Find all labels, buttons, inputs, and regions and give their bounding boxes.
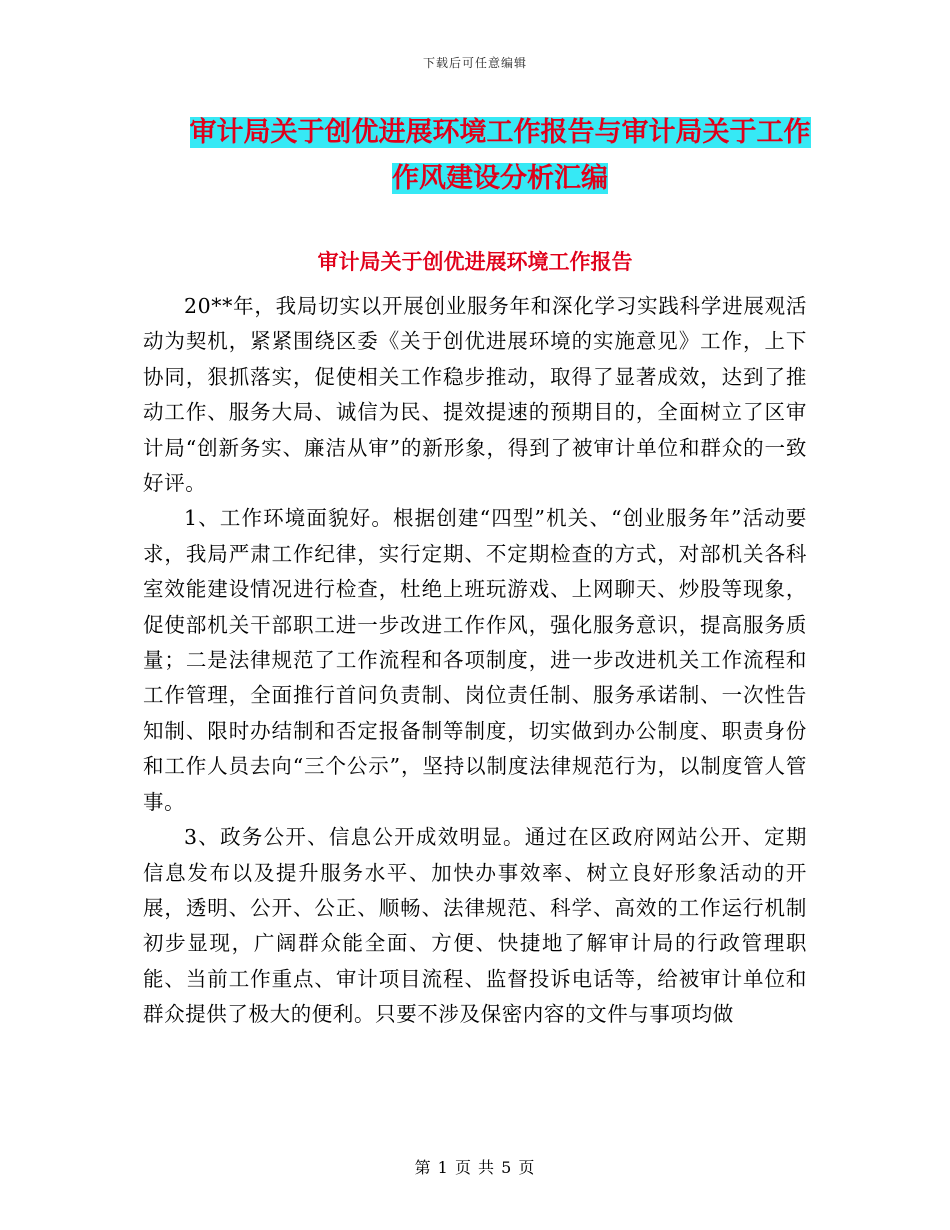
document-title (150, 110, 850, 202)
document-title-line-2: 作风建设分析汇编 (392, 163, 608, 194)
section-title: 审计局关于创优进展环境工作报告 (317, 250, 633, 274)
document-title-line-1: 审计局关于创优进展环境工作报告与审计局关于工作 (189, 117, 811, 148)
header-note: 下载后可任意编辑 (422, 56, 527, 70)
paragraph-intro: 20**年，我局切实以开展创业服务年和深化学习实践科学进展观活动为契机，紧紧围绕区委《关于创优进展环境的实施意见》工作，上下协同，狠抓落实，促使相关工作稳步推动，取得了显著成效，达到了推动工作、服务大局、诚信为民、提效提速的预期目的，全面树立了区审计局“创新务实、廉洁从审”的新形象，得到了被审计单位和群众的一致好评。 (143, 294, 807, 496)
body-text (143, 289, 807, 1033)
paragraph-work-environment: 1、工作环境面貌好。根据创建“四型”机关、“创业服务年”活动要求，我局严肃工作纪律，实行定期、不定期检查的方式，对部机关各科室效能建设情况进行检查，杜绝上班玩游戏、上网聊天、炒股等现象，促使部机关干部职工进一步改进工作作风，强化服务意识，提高服务质量；二是法律规范了工作流程和各项制度，进一步改进机关工作流程和工作管理，全面推行首问负责制、岗位责任制、服务承诺制、一次性告知制、限时办结制和否定报备制等制度，切实做到办公制度、职责身份和工作人员去向“三个公示”，坚持以制度法律规范行为，以制度管人管事。 (143, 506, 807, 814)
paragraph-information-disclosure: 3、政务公开、信息公开成效明显。通过在区政府网站公开、定期信息发布以及提升服务水平、加快办事效率、树立良好形象活动的开展，透明、公开、公正、顺畅、法律规范、科学、高效的工作运行机制初步显现，广阔群众能全面、方便、快捷地了解审计局的行政管理职能、当前工作重点、审计项目流程、监督投诉电话等，给被审计单位和群众提供了极大的便利。只要不涉及保密内容的文件与事项均做 (143, 825, 807, 1027)
page-footer: 第 1 页 共 5 页 (414, 1158, 536, 1177)
